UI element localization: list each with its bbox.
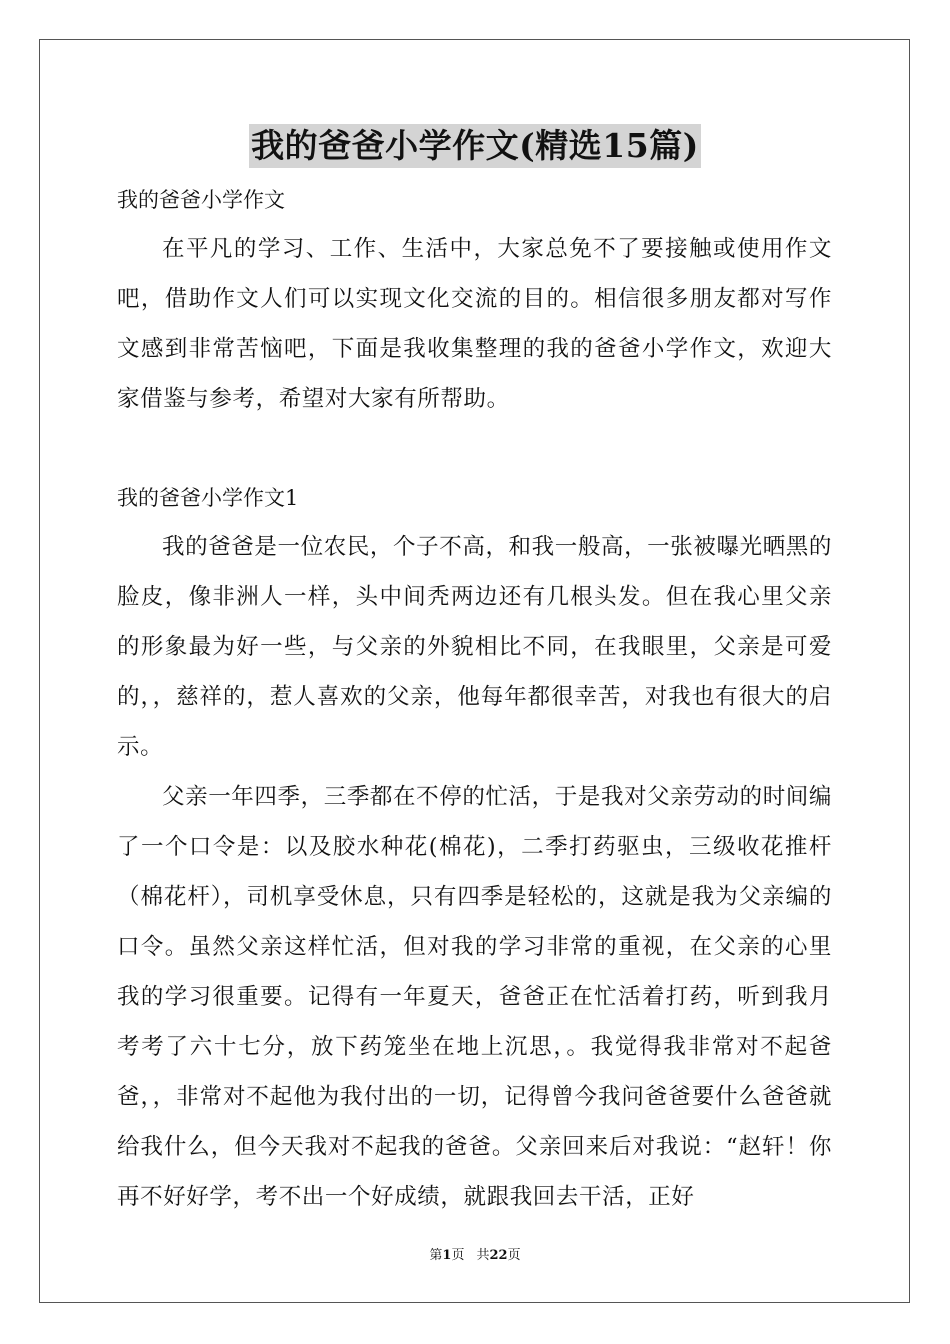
page-suffix: 页: [451, 1248, 465, 1263]
total-pages: 22: [489, 1248, 508, 1263]
section-heading: 我的爸爸小学作文: [117, 188, 285, 212]
total-suffix: 页: [507, 1248, 521, 1263]
title-container: [0, 124, 950, 168]
page-prefix: 第: [429, 1248, 443, 1263]
document-body: [117, 176, 832, 1222]
essay-paragraph-2: 父亲一年四季，三季都在不停的忙活，于是我对父亲劳动的时间编了一个口令是：以及胶水种花(棉花)，二季打药驱虫，三级收花推杆（棉花杆），司机享受休息，只有四季是轻松的，这就是我为父亲编的口令。虽然父亲这样忙活，但对我的学习非常的重视，在父亲的心里我的学习很重要。记得有一年夏天，爸爸正在忙活着打药，听到我月考考了六十七分，放下药笼坐在地上沉思，。我觉得我非常对不起爸爸，，非常对不起他为我付出的一切，记得曾今我问爸爸要什么爸爸就给我什么，但今天我对不起我的爸爸。父亲回来后对我说：“赵轩！你再不好好学，考不出一个好成绩，就跟我回去干活，正好: [117, 784, 832, 1210]
intro-paragraph: 在平凡的学习、工作、生活中，大家总免不了要接触或使用作文吧，借助作文人们可以实现文化交流的目的。相信很多朋友都对写作文感到非常苦恼吧，下面是我收集整理的我的爸爸小学作文，欢迎大家借鉴与参考，希望对大家有所帮助。: [117, 236, 832, 412]
essay-paragraph-1: 我的爸爸是一位农民，个子不高，和我一般高，一张被曝光晒黑的脸皮，像非洲人一样，头中间秃两边还有几根头发。但在我心里父亲的形象最为好一些，与父亲的外貌相比不同，在我眼里，父亲是可爱的，，慈祥的，惹人喜欢的父亲，他每年都很幸苦，对我也有很大的启示。: [117, 534, 832, 760]
essay-heading: 我的爸爸小学作文1: [117, 486, 299, 510]
document-title: 我的爸爸小学作文(精选15篇): [249, 124, 701, 168]
total-prefix: 共: [476, 1248, 490, 1263]
page-number: 1: [442, 1248, 452, 1263]
page-footer: [0, 1247, 950, 1265]
